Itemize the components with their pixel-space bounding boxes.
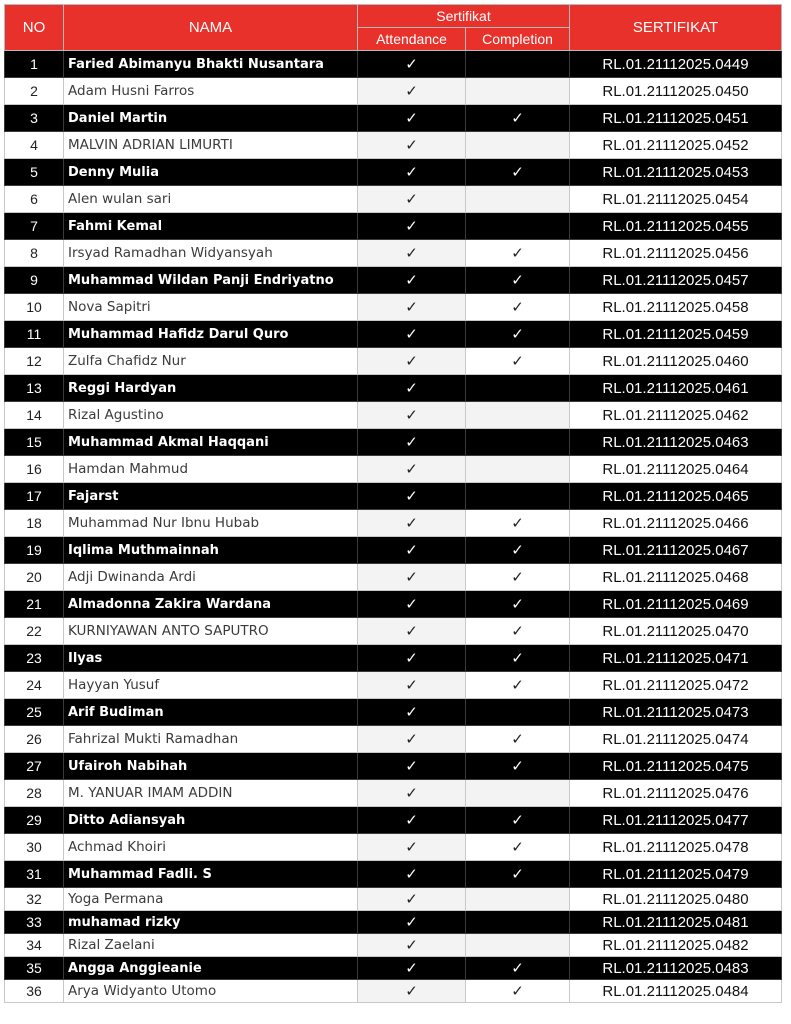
check-icon: ✓ (511, 982, 524, 1000)
check-icon: ✓ (405, 568, 418, 586)
check-icon: ✓ (405, 757, 418, 775)
participant-name-cell[interactable]: Angga Anggieanie (64, 957, 358, 980)
row-number-cell[interactable]: 23 (5, 645, 64, 672)
certificate-number-cell[interactable]: RL.01.21112025.0453 (570, 159, 782, 186)
participant-name-cell[interactable]: Ilyas (64, 645, 358, 672)
table-row (5, 105, 782, 132)
completion-check-cell[interactable] (466, 510, 570, 537)
header-sertifikat[interactable]: SERTIFIKAT (570, 5, 782, 51)
check-icon: ✓ (511, 271, 524, 289)
check-icon: ✓ (405, 865, 418, 883)
check-icon: ✓ (405, 352, 418, 370)
check-icon: ✓ (405, 514, 418, 532)
completion-check-cell[interactable] (466, 645, 570, 672)
row-number-cell[interactable]: 17 (5, 483, 64, 510)
check-icon: ✓ (405, 82, 418, 100)
check-icon: ✓ (511, 757, 524, 775)
attendance-check-cell[interactable] (358, 375, 466, 402)
check-icon: ✓ (511, 676, 524, 694)
completion-check-cell[interactable] (466, 159, 570, 186)
certificate-number-cell[interactable]: RL.01.21112025.0450 (570, 78, 782, 105)
completion-check-cell[interactable] (466, 564, 570, 591)
table-row (5, 375, 782, 402)
attendance-check-cell[interactable] (358, 78, 466, 105)
completion-check-cell[interactable] (466, 726, 570, 753)
attendance-check-cell[interactable] (358, 321, 466, 348)
attendance-check-cell[interactable] (358, 564, 466, 591)
attendance-check-cell[interactable] (358, 934, 466, 957)
check-icon: ✓ (405, 406, 418, 424)
row-number-cell[interactable]: 30 (5, 834, 64, 861)
completion-check-cell[interactable] (466, 537, 570, 564)
table-row (5, 402, 782, 429)
check-icon: ✓ (405, 433, 418, 451)
table-row (5, 78, 782, 105)
participant-name-cell[interactable]: Fahmi Kemal (64, 213, 358, 240)
certificate-number-cell[interactable]: RL.01.21112025.0461 (570, 375, 782, 402)
certificate-number-cell[interactable]: RL.01.21112025.0476 (570, 780, 782, 807)
attendance-check-cell[interactable] (358, 402, 466, 429)
check-icon: ✓ (405, 936, 418, 954)
check-icon: ✓ (405, 190, 418, 208)
table-row (5, 780, 782, 807)
check-icon: ✓ (511, 541, 524, 559)
certificate-number-cell[interactable]: RL.01.21112025.0474 (570, 726, 782, 753)
check-icon: ✓ (405, 595, 418, 613)
participant-name-cell[interactable]: Hamdan Mahmud (64, 456, 358, 483)
attendance-check-cell[interactable] (358, 429, 466, 456)
row-number-cell[interactable]: 3 (5, 105, 64, 132)
row-number-cell[interactable]: 14 (5, 402, 64, 429)
participant-name-cell[interactable]: Adam Husni Farros (64, 78, 358, 105)
table-row (5, 807, 782, 834)
attendance-check-cell[interactable] (358, 537, 466, 564)
completion-check-cell[interactable] (466, 834, 570, 861)
row-number-cell[interactable]: 12 (5, 348, 64, 375)
participant-name-cell[interactable]: Rizal Zaelani (64, 934, 358, 957)
check-icon: ✓ (405, 271, 418, 289)
completion-check-cell[interactable] (466, 957, 570, 980)
check-icon: ✓ (405, 217, 418, 235)
row-number-cell[interactable]: 7 (5, 213, 64, 240)
certificate-number-cell[interactable]: RL.01.21112025.0473 (570, 699, 782, 726)
participant-name-cell[interactable]: Adji Dwinanda Ardi (64, 564, 358, 591)
certificate-number-cell[interactable]: RL.01.21112025.0462 (570, 402, 782, 429)
table-row (5, 699, 782, 726)
certificate-number-cell[interactable]: RL.01.21112025.0452 (570, 132, 782, 159)
row-number-cell[interactable]: 32 (5, 888, 64, 911)
check-icon: ✓ (405, 487, 418, 505)
row-number-cell[interactable]: 18 (5, 510, 64, 537)
table-row (5, 957, 782, 980)
row-number-cell[interactable]: 8 (5, 240, 64, 267)
row-number-cell[interactable]: 19 (5, 537, 64, 564)
row-number-cell[interactable]: 5 (5, 159, 64, 186)
completion-check-cell[interactable] (466, 213, 570, 240)
row-number-cell[interactable]: 6 (5, 186, 64, 213)
row-number-cell[interactable]: 29 (5, 807, 64, 834)
certificate-number-cell[interactable]: RL.01.21112025.0455 (570, 213, 782, 240)
check-icon: ✓ (405, 163, 418, 181)
table-row (5, 51, 782, 78)
certificate-number-cell[interactable]: RL.01.21112025.0471 (570, 645, 782, 672)
participant-name-cell[interactable]: Nova Sapitri (64, 294, 358, 321)
row-number-cell[interactable]: 33 (5, 911, 64, 934)
completion-check-cell[interactable] (466, 240, 570, 267)
table-row (5, 294, 782, 321)
certificate-number-cell[interactable]: RL.01.21112025.0463 (570, 429, 782, 456)
header-no[interactable]: NO (5, 5, 64, 51)
attendance-check-cell[interactable] (358, 510, 466, 537)
certificate-number-cell[interactable]: RL.01.21112025.0469 (570, 591, 782, 618)
row-number-cell[interactable]: 15 (5, 429, 64, 456)
check-icon: ✓ (511, 622, 524, 640)
participant-name-cell[interactable]: Ditto Adiansyah (64, 807, 358, 834)
participant-name-cell[interactable]: Achmad Khoiri (64, 834, 358, 861)
table-row (5, 888, 782, 911)
participant-name-cell[interactable]: Zulfa Chafidz Nur (64, 348, 358, 375)
table-row (5, 934, 782, 957)
table-row (5, 726, 782, 753)
table-row (5, 213, 782, 240)
participant-name-cell[interactable]: Almadonna Zakira Wardana (64, 591, 358, 618)
check-icon: ✓ (405, 109, 418, 127)
participant-name-cell[interactable]: Muhammad Hafidz Darul Quro (64, 321, 358, 348)
check-icon: ✓ (405, 649, 418, 667)
participant-name-cell[interactable]: Daniel Martin (64, 105, 358, 132)
completion-check-cell[interactable] (466, 348, 570, 375)
check-icon: ✓ (405, 890, 418, 908)
completion-check-cell[interactable] (466, 267, 570, 294)
attendance-check-cell[interactable] (358, 726, 466, 753)
table-row (5, 132, 782, 159)
attendance-check-cell[interactable] (358, 911, 466, 934)
completion-check-cell[interactable] (466, 807, 570, 834)
header-completion[interactable]: Completion (466, 28, 570, 51)
certificate-number-cell[interactable]: RL.01.21112025.0480 (570, 888, 782, 911)
attendance-check-cell[interactable] (358, 645, 466, 672)
attendance-check-cell[interactable] (358, 980, 466, 1003)
participant-name-cell[interactable]: Alen wulan sari (64, 186, 358, 213)
certificate-number-cell[interactable]: RL.01.21112025.0454 (570, 186, 782, 213)
check-icon: ✓ (511, 730, 524, 748)
certificate-number-cell[interactable]: RL.01.21112025.0470 (570, 618, 782, 645)
table-row (5, 483, 782, 510)
check-icon: ✓ (511, 325, 524, 343)
participant-name-cell[interactable]: Yoga Permana (64, 888, 358, 911)
check-icon: ✓ (511, 811, 524, 829)
participant-name-cell[interactable]: Rizal Agustino (64, 402, 358, 429)
row-number-cell[interactable]: 28 (5, 780, 64, 807)
completion-check-cell[interactable] (466, 132, 570, 159)
participant-name-cell[interactable]: Muhammad Nur Ibnu Hubab (64, 510, 358, 537)
attendance-check-cell[interactable] (358, 240, 466, 267)
table-row (5, 456, 782, 483)
completion-check-cell[interactable] (466, 78, 570, 105)
check-icon: ✓ (405, 136, 418, 154)
participant-name-cell[interactable]: Denny Mulia (64, 159, 358, 186)
certificate-number-cell[interactable]: RL.01.21112025.0478 (570, 834, 782, 861)
row-number-cell[interactable]: 34 (5, 934, 64, 957)
completion-check-cell[interactable] (466, 483, 570, 510)
certificate-number-cell[interactable]: RL.01.21112025.0458 (570, 294, 782, 321)
participant-name-cell[interactable]: Reggi Hardyan (64, 375, 358, 402)
row-number-cell[interactable]: 13 (5, 375, 64, 402)
participant-name-cell[interactable]: Irsyad Ramadhan Widyansyah (64, 240, 358, 267)
table-row (5, 834, 782, 861)
completion-check-cell[interactable] (466, 980, 570, 1003)
certificate-number-cell[interactable]: RL.01.21112025.0472 (570, 672, 782, 699)
completion-check-cell[interactable] (466, 618, 570, 645)
table-row (5, 510, 782, 537)
completion-check-cell[interactable] (466, 911, 570, 934)
check-icon: ✓ (405, 379, 418, 397)
table-row (5, 429, 782, 456)
check-icon: ✓ (405, 784, 418, 802)
participant-name-cell[interactable]: M. YANUAR IMAM ADDIN (64, 780, 358, 807)
participant-name-cell[interactable]: Hayyan Yusuf (64, 672, 358, 699)
check-icon: ✓ (511, 568, 524, 586)
certificate-number-cell[interactable]: RL.01.21112025.0457 (570, 267, 782, 294)
table-row (5, 321, 782, 348)
check-icon: ✓ (405, 982, 418, 1000)
table-row (5, 672, 782, 699)
table-body (5, 51, 782, 1003)
check-icon: ✓ (405, 703, 418, 721)
check-icon: ✓ (405, 325, 418, 343)
row-number-cell[interactable]: 4 (5, 132, 64, 159)
attendance-check-cell[interactable] (358, 861, 466, 888)
participant-name-cell[interactable]: Arya Widyanto Utomo (64, 980, 358, 1003)
participant-name-cell[interactable]: Muhammad Wildan Panji Endriyatno (64, 267, 358, 294)
row-number-cell[interactable]: 27 (5, 753, 64, 780)
row-number-cell[interactable]: 20 (5, 564, 64, 591)
table-row (5, 911, 782, 934)
row-number-cell[interactable]: 16 (5, 456, 64, 483)
table-row (5, 348, 782, 375)
certificate-number-cell[interactable]: RL.01.21112025.0483 (570, 957, 782, 980)
check-icon: ✓ (405, 913, 418, 931)
attendance-check-cell[interactable] (358, 186, 466, 213)
completion-check-cell[interactable] (466, 294, 570, 321)
completion-check-cell[interactable] (466, 186, 570, 213)
header-sertifikat-group[interactable]: Sertifikat (358, 5, 570, 28)
attendance-check-cell[interactable] (358, 888, 466, 911)
check-icon: ✓ (511, 352, 524, 370)
table-row (5, 564, 782, 591)
completion-check-cell[interactable] (466, 780, 570, 807)
table-row (5, 159, 782, 186)
table-row (5, 186, 782, 213)
participant-name-cell[interactable]: KURNIYAWAN ANTO SAPUTRO (64, 618, 358, 645)
check-icon: ✓ (405, 541, 418, 559)
completion-check-cell[interactable] (466, 402, 570, 429)
participant-name-cell[interactable]: Fajarst (64, 483, 358, 510)
participant-name-cell[interactable]: Arif Budiman (64, 699, 358, 726)
check-icon: ✓ (405, 298, 418, 316)
check-icon: ✓ (511, 109, 524, 127)
participant-name-cell[interactable]: Faried Abimanyu Bhakti Nusantara (64, 51, 358, 78)
attendance-check-cell[interactable] (358, 456, 466, 483)
attendance-check-cell[interactable] (358, 753, 466, 780)
participant-name-cell[interactable]: muhamad rizky (64, 911, 358, 934)
table-row (5, 591, 782, 618)
attendance-check-cell[interactable] (358, 591, 466, 618)
attendance-check-cell[interactable] (358, 699, 466, 726)
completion-check-cell[interactable] (466, 591, 570, 618)
completion-check-cell[interactable] (466, 375, 570, 402)
table-row (5, 267, 782, 294)
row-number-cell[interactable]: 26 (5, 726, 64, 753)
check-icon: ✓ (405, 811, 418, 829)
check-icon: ✓ (511, 298, 524, 316)
check-icon: ✓ (405, 959, 418, 977)
row-number-cell[interactable]: 22 (5, 618, 64, 645)
row-number-cell[interactable]: 36 (5, 980, 64, 1003)
certificate-number-cell[interactable]: RL.01.21112025.0467 (570, 537, 782, 564)
completion-check-cell[interactable] (466, 699, 570, 726)
attendance-check-cell[interactable] (358, 834, 466, 861)
table-row (5, 861, 782, 888)
attendance-check-cell[interactable] (358, 105, 466, 132)
attendance-check-cell[interactable] (358, 51, 466, 78)
participant-name-cell[interactable]: Muhammad Fadli. S (64, 861, 358, 888)
check-icon: ✓ (405, 244, 418, 262)
attendance-check-cell[interactable] (358, 294, 466, 321)
attendance-check-cell[interactable] (358, 132, 466, 159)
check-icon: ✓ (405, 676, 418, 694)
attendance-check-cell[interactable] (358, 807, 466, 834)
attendance-check-cell[interactable] (358, 483, 466, 510)
table-row (5, 537, 782, 564)
certificate-number-cell[interactable]: RL.01.21112025.0460 (570, 348, 782, 375)
certificate-number-cell[interactable]: RL.01.21112025.0451 (570, 105, 782, 132)
certificate-number-cell[interactable]: RL.01.21112025.0477 (570, 807, 782, 834)
table-row (5, 240, 782, 267)
check-icon: ✓ (511, 244, 524, 262)
check-icon: ✓ (405, 730, 418, 748)
table-row (5, 980, 782, 1003)
certificate-number-cell[interactable]: RL.01.21112025.0475 (570, 753, 782, 780)
attendance-check-cell[interactable] (358, 957, 466, 980)
row-number-cell[interactable]: 1 (5, 51, 64, 78)
certificate-number-cell[interactable]: RL.01.21112025.0464 (570, 456, 782, 483)
check-icon: ✓ (511, 959, 524, 977)
certificate-number-cell[interactable]: RL.01.21112025.0466 (570, 510, 782, 537)
row-number-cell[interactable]: 21 (5, 591, 64, 618)
check-icon: ✓ (511, 649, 524, 667)
certificate-number-cell[interactable]: RL.01.21112025.0456 (570, 240, 782, 267)
completion-check-cell[interactable] (466, 51, 570, 78)
row-number-cell[interactable]: 24 (5, 672, 64, 699)
row-number-cell[interactable]: 2 (5, 78, 64, 105)
attendance-check-cell[interactable] (358, 213, 466, 240)
check-icon: ✓ (511, 163, 524, 181)
attendance-check-cell[interactable] (358, 159, 466, 186)
check-icon: ✓ (511, 865, 524, 883)
check-icon: ✓ (405, 55, 418, 73)
completion-check-cell[interactable] (466, 888, 570, 911)
completion-check-cell[interactable] (466, 429, 570, 456)
attendance-check-cell[interactable] (358, 780, 466, 807)
attendance-check-cell[interactable] (358, 348, 466, 375)
row-number-cell[interactable]: 9 (5, 267, 64, 294)
row-number-cell[interactable]: 11 (5, 321, 64, 348)
certificate-number-cell[interactable]: RL.01.21112025.0465 (570, 483, 782, 510)
participant-name-cell[interactable]: Ufairoh Nabihah (64, 753, 358, 780)
certificate-number-cell[interactable]: RL.01.21112025.0468 (570, 564, 782, 591)
check-icon: ✓ (511, 595, 524, 613)
row-number-cell[interactable]: 35 (5, 957, 64, 980)
participant-name-cell[interactable]: Muhammad Akmal Haqqani (64, 429, 358, 456)
check-icon: ✓ (405, 622, 418, 640)
completion-check-cell[interactable] (466, 456, 570, 483)
header-nama[interactable]: NAMA (64, 5, 358, 51)
attendance-check-cell[interactable] (358, 672, 466, 699)
check-icon: ✓ (511, 514, 524, 532)
check-icon: ✓ (405, 838, 418, 856)
completion-check-cell[interactable] (466, 934, 570, 957)
row-number-cell[interactable]: 25 (5, 699, 64, 726)
completion-check-cell[interactable] (466, 861, 570, 888)
certificate-sheet (4, 4, 781, 1003)
attendance-check-cell[interactable] (358, 267, 466, 294)
completion-check-cell[interactable] (466, 321, 570, 348)
table-row (5, 645, 782, 672)
row-number-cell[interactable]: 10 (5, 294, 64, 321)
completion-check-cell[interactable] (466, 105, 570, 132)
check-icon: ✓ (511, 838, 524, 856)
certificate-number-cell[interactable]: RL.01.21112025.0449 (570, 51, 782, 78)
certificate-table (4, 4, 782, 1003)
certificate-number-cell[interactable]: RL.01.21112025.0479 (570, 861, 782, 888)
certificate-number-cell[interactable]: RL.01.21112025.0481 (570, 911, 782, 934)
header-attendance[interactable]: Attendance (358, 28, 466, 51)
completion-check-cell[interactable] (466, 672, 570, 699)
check-icon: ✓ (405, 460, 418, 478)
participant-name-cell[interactable]: Iqlima Muthmainnah (64, 537, 358, 564)
attendance-check-cell[interactable] (358, 618, 466, 645)
certificate-number-cell[interactable]: RL.01.21112025.0459 (570, 321, 782, 348)
participant-name-cell[interactable]: MALVIN ADRIAN LIMURTI (64, 132, 358, 159)
table-row (5, 753, 782, 780)
participant-name-cell[interactable]: Fahrizal Mukti Ramadhan (64, 726, 358, 753)
certificate-number-cell[interactable]: RL.01.21112025.0484 (570, 980, 782, 1003)
certificate-number-cell[interactable]: RL.01.21112025.0482 (570, 934, 782, 957)
row-number-cell[interactable]: 31 (5, 861, 64, 888)
completion-check-cell[interactable] (466, 753, 570, 780)
table-row (5, 618, 782, 645)
